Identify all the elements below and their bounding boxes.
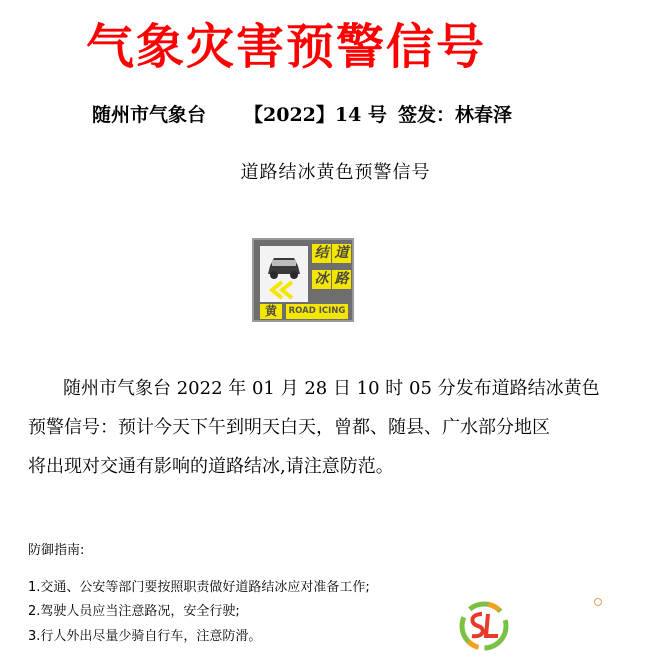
issuer: 随州市气象台	[92, 104, 207, 126]
body-line: 随州市气象台 2022 年 01 月 28 日 10 时 05 分发布道路结冰黄色	[63, 378, 600, 399]
document-number: 【2022】14 号	[244, 104, 387, 126]
sign-char: 道	[332, 244, 351, 263]
body-line: 预警信号：预计今天下午到明天白天，曾都、随县、广水部分地区	[28, 417, 550, 438]
road-icing-yellow-warning-icon	[252, 238, 354, 322]
defense-heading: 防御指南:	[28, 543, 85, 558]
defense-item: 3.行人外出尽量少骑自行车，注意防滑。	[28, 629, 262, 644]
sign-char: 路	[332, 270, 351, 289]
sign-english-label: ROAD ICING	[286, 304, 348, 319]
warning-level-label: 黄	[260, 304, 282, 319]
sign-char: 结	[312, 244, 331, 263]
defense-item: 1.交通、公安等部门要按照职责做好道路结冰应对准备工作;	[28, 580, 370, 595]
signer: 签发：林春泽	[398, 104, 513, 126]
decorative-dot	[594, 598, 602, 606]
defense-item: 2.驾驶人员应当注意路况，安全行驶;	[28, 604, 240, 619]
slipping-car-icon	[260, 246, 308, 302]
body-line: 将出现对交通有影响的道路结冰,请注意防范。	[28, 456, 394, 477]
sign-char: 冰	[312, 270, 331, 289]
warning-subtitle: 道路结冰黄色预警信号	[240, 162, 431, 183]
page-title: 气象灾害预警信号	[86, 19, 487, 75]
watermark-logo-icon	[458, 600, 510, 652]
